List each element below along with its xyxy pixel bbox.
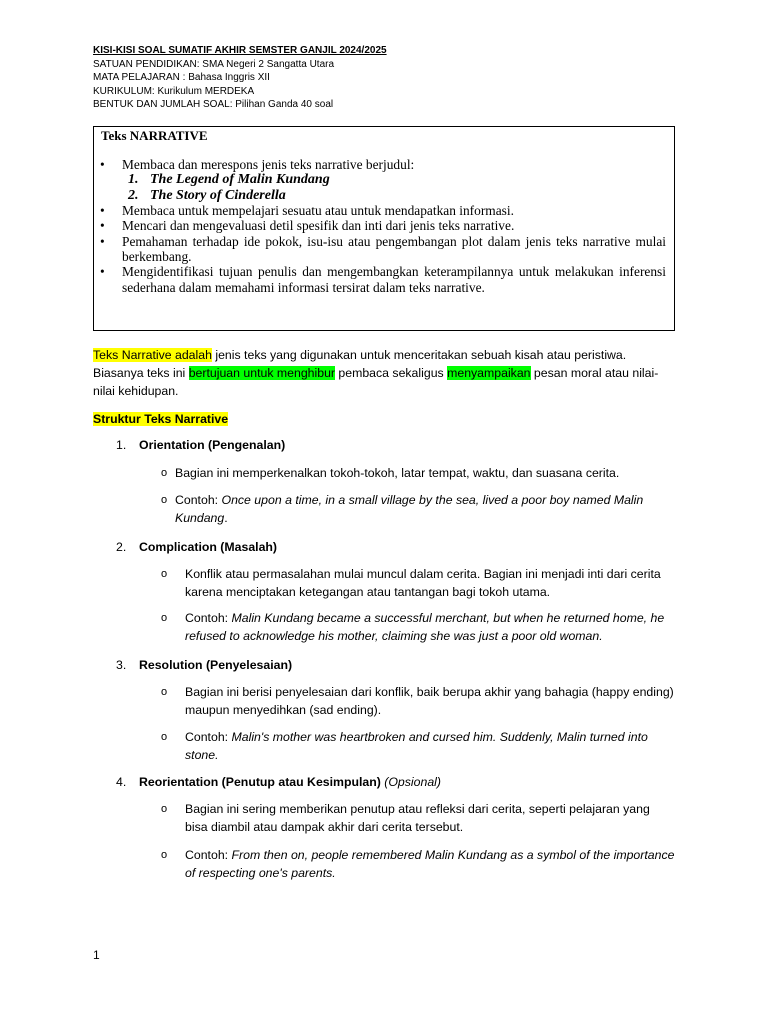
story-title (128, 188, 666, 203)
section-number: 3. (116, 658, 127, 672)
section-title: Resolution (Penyelesaian) (139, 658, 293, 672)
story-title-list (128, 172, 666, 203)
competency-box (93, 126, 675, 331)
example-label: Contoh: (185, 611, 232, 625)
circle-bullet-icon: o (161, 612, 168, 624)
example-text: Malin's mother was heartbroken and cursed him. Suddenly, Malin turned into stone. (185, 730, 648, 763)
competency-item (94, 157, 666, 203)
competency-item (94, 203, 666, 218)
section-title: Reorientation (Penutup atau Kesimpulan) (139, 775, 381, 789)
story-title-text: The Legend of Malin Kundang (150, 172, 330, 188)
sub-item-example (161, 728, 675, 764)
circle-bullet-icon: o (161, 568, 168, 580)
competency-text: Pemahaman terhadap ide pokok, isu-isu atau pengembangan plot dalam jenis teks narrative mulai berkembang. (122, 233, 666, 264)
example-end: . (224, 511, 228, 526)
sub-item-text: Konflik atau permasalahan mulai muncul dalam cerita. Bagian ini menjadi inti dari cerita karena menciptakan ketegangan atau tantangan bagi tokoh utama. (185, 567, 661, 600)
circle-bullet-icon: o (161, 467, 168, 479)
bullet-icon: • (100, 157, 105, 172)
structure-heading (93, 410, 673, 428)
circle-bullet-icon: o (161, 731, 168, 743)
document-header (93, 44, 387, 112)
sub-item-text: Bagian ini sering memberikan penutup atau refleksi dari cerita, seperti pelajaran yang bisa diambil atau dampak akhir dari cerita tersebut. (185, 802, 650, 835)
page-number: 1 (93, 948, 100, 962)
competency-item (94, 264, 666, 295)
story-title-text: The Story of Cinderella (150, 187, 286, 203)
competency-list (94, 157, 666, 295)
story-title (128, 172, 666, 187)
example-label: Contoh: (185, 730, 232, 744)
sub-item (161, 683, 675, 719)
section-resolution (116, 656, 292, 674)
sub-item (161, 800, 675, 836)
story-title-number: 1. (128, 172, 139, 188)
section-number: 4. (116, 775, 127, 789)
intro-text: jenis teks yang digunakan untuk menceritakan sebuah kisah atau peristiwa. Biasanya teks ini (93, 348, 627, 381)
section-reorientation (116, 773, 441, 791)
circle-bullet-icon: o (161, 803, 168, 815)
competency-text: Mengidentifikasi tujuan penulis dan mengembangkan keterampilannya untuk melakukan inferensi sederhana dalam memahami informasi tersirat dalam teks narrative. (122, 264, 666, 295)
example-text: From then on, people remembered Malin Kundang as a symbol of the importance of respecting one's parents. (185, 848, 675, 881)
header-line-subject: MATA PELAJARAN : Bahasa Inggris XII (93, 72, 270, 83)
bullet-icon: • (100, 264, 105, 280)
section-title: Complication (Masalah) (139, 540, 278, 554)
section-complication (116, 538, 277, 556)
circle-bullet-icon: o (161, 494, 168, 506)
example-label: Contoh: (185, 848, 232, 862)
document-title: KISI-KISI SOAL SUMATIF AKHIR SEMSTER GANJIL 2024/2025 (93, 45, 387, 56)
highlight-purpose: bertujuan untuk menghibur (188, 366, 335, 381)
circle-bullet-icon: o (161, 849, 168, 861)
sub-item-text: Bagian ini memperkenalkan tokoh-tokoh, latar tempat, waktu, dan suasana cerita. (175, 466, 620, 480)
section-number: 1. (116, 438, 127, 452)
sub-item-example (161, 491, 675, 527)
competency-item (94, 218, 666, 233)
sub-item-example (161, 609, 675, 645)
example-text: Once upon a time, in a small village by the sea, lived a poor boy named Malin Kundang (175, 493, 644, 526)
section-number: 2. (116, 540, 127, 554)
sub-item-text: Bagian ini berisi penyelesaian dari konflik, baik berupa akhir yang bahagia (happy ending) maupun menyedihkan (sad ending). (185, 685, 674, 718)
bullet-icon: • (100, 233, 105, 249)
header-line-school: SATUAN PENDIDIKAN: SMA Negeri 2 Sangatta Utara (93, 58, 335, 70)
section-title-optional: (Opsional) (380, 775, 441, 789)
header-line-question-type: BENTUK DAN JUMLAH SOAL: Pilihan Ganda 40 soal (93, 99, 334, 110)
intro-text: pembaca sekaligus (335, 366, 448, 381)
competency-text: Membaca dan merespons jenis teks narrative berjudul: (122, 157, 415, 172)
box-title: Teks NARRATIVE (101, 128, 208, 143)
example-label: Contoh: (175, 493, 222, 507)
section-title: Orientation (Pengenalan) (139, 438, 286, 452)
header-line-curriculum: KURIKULUM: Kurikulum MERDEKA (93, 85, 255, 97)
competency-item (94, 234, 666, 265)
sub-item (161, 464, 675, 482)
bullet-icon: • (100, 218, 105, 234)
story-title-number: 2. (128, 187, 139, 203)
intro-text: pesan moral atau nilai-nilai kehidupan. (93, 366, 659, 399)
sub-item-example (161, 846, 675, 882)
highlight-term: Teks Narrative adalah (93, 348, 212, 362)
example-text: Malin Kundang became a successful merchant, but when he returned home, he refused to acknowledge his mother, claiming she was just a poor old woman. (185, 611, 665, 644)
section-orientation (116, 436, 285, 454)
structure-heading-text: Struktur Teks Narrative (93, 412, 229, 426)
competency-text: Mencari dan mengevaluasi detil spesifik dan inti dari jenis teks narrative. (122, 218, 515, 234)
highlight-convey: menyampaikan (447, 366, 531, 381)
sub-item (161, 565, 675, 601)
circle-bullet-icon: o (161, 686, 168, 698)
intro-paragraph (93, 346, 673, 401)
competency-text: Membaca untuk mempelajari sesuatu atau untuk mendapatkan informasi. (122, 203, 514, 219)
bullet-icon: • (100, 203, 105, 219)
